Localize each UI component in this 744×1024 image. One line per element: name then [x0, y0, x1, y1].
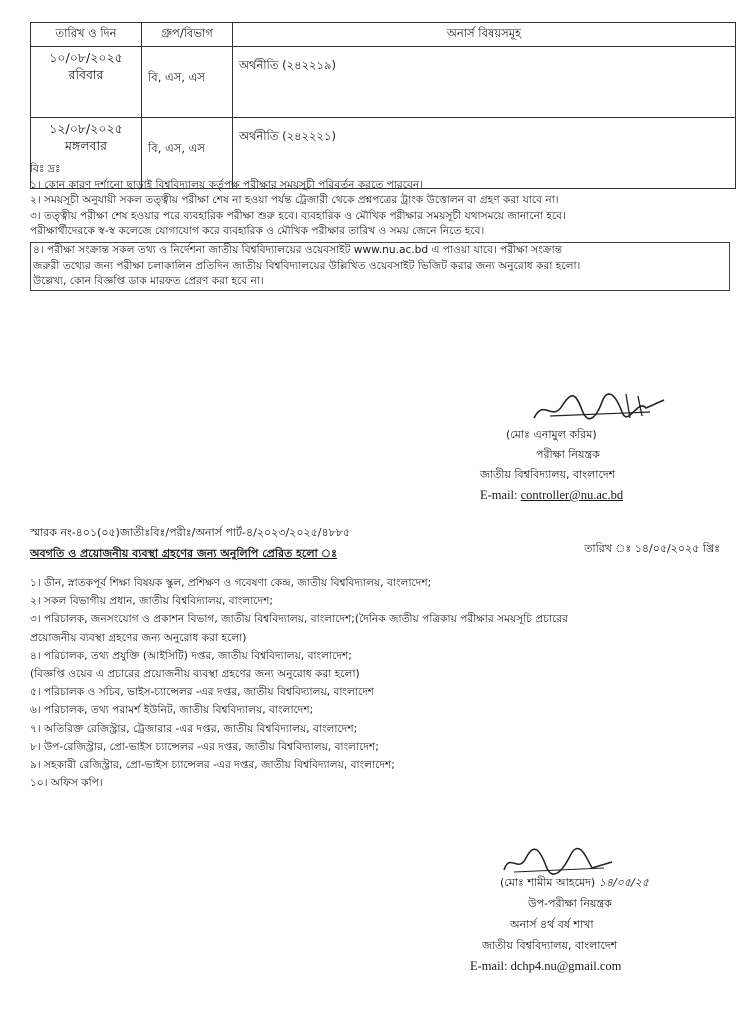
copy-forwarded-heading: অবগতি ও প্রয়োজনীয় ব্যবস্থা গ্রহণের জন্য অনুলিপি প্রেরিত হলো ঃ — [30, 547, 337, 560]
exam-day: মঙ্গলবার — [64, 138, 107, 153]
note-line: ৩। তত্ত্বীয় পরীক্ষা শেষ হওয়ার পরে ব্যবহারিক পরীক্ষা শুরু হবে। ব্যবহারিক ও মৌখিক পরীক্ষার সময়সূচী যথাসময়ে জানানো হবে। — [30, 209, 566, 222]
list-item: (বিজ্ঞপ্তি ওয়েব এ প্রচারের প্রয়োজনীয় ব্যবস্থা গ্রহণের জন্য অনুরোধ করা হলো) — [30, 668, 360, 681]
signature-block-controller — [480, 385, 720, 505]
signatory-organization: জাতীয় বিশ্ববিদ্যালয়, বাংলাদেশ — [482, 939, 618, 952]
notes-section — [30, 162, 730, 291]
list-item: ৭। অতিরিক্ত রেজিস্ট্রার, ট্রেজারার -এর দপ্তর, জাতীয় বিশ্ববিদ্যালয়, বাংলাদেশ; — [30, 722, 358, 735]
note-line: ১। কোন কারণ দর্শানো ছাড়াই বিশ্ববিদ্যালয় কর্তৃপক্ষ পরীক্ষার সময়সূচী পরিবর্তন করতে পারবেন। — [30, 178, 424, 191]
list-item: ১০। অফিস কপি। — [30, 777, 103, 790]
signatory-name: (মোঃ শামীম আহমেদ) — [500, 876, 596, 889]
list-item: ৪। পরিচালক, তথ্য প্রযুক্তি (আইসিটি) দপ্তর, জাতীয় বিশ্ববিদ্যালয়, বাংলাদেশ; — [30, 649, 352, 662]
group-cell: বি, এস, এস — [142, 47, 233, 118]
exam-date: ১০/০৮/২০২৫ — [49, 50, 123, 65]
boxed-note-line: জরুরী তথ্যের জন্য পরীক্ষা চলাকালিন প্রতিদিন জাতীয় বিশ্ববিদ্যালয়ের উল্লিখিত ওয়েবসাইট ভিজিট করার জন্য অনুরোধ করা হলো। — [33, 259, 581, 272]
signatory-title: উপ-পরীক্ষা নিয়ন্ত্রক — [528, 897, 612, 910]
list-item: ৫। পরিচালক ও সচিব, ভাইস-চ্যান্সেলর -এর দপ্তর, জাতীয় বিশ্ববিদ্যালয়, বাংলাদেশ — [30, 686, 375, 699]
note-line: পরীক্ষার্থীদেরকে স্ব-স্ব কলেজে যোগাযোগ করে ব্যবহারিক ও মৌখিক পরীক্ষার তারিখ ও সময় জেনে নিতে হবে। — [30, 225, 485, 238]
signatory-name-line — [470, 872, 730, 893]
table-row — [31, 47, 736, 118]
boxed-note-line: ৪। পরীক্ষা সংক্রান্ত সকল তথ্য ও নির্দেশনা জাতীয় বিশ্ববিদ্যালয়ের ওয়েবসাইট www.nu.ac.bd এ পাওয়া যাবে। পরীক্ষা সংক্রান্ত — [33, 243, 562, 256]
memo-date: তারিখ ঃ ১৪/০৫/২০২৫ খ্রিঃ — [584, 542, 720, 555]
signatory-name: (মোঃ এনামুল করিম) — [506, 428, 597, 441]
signatory-branch: অনার্স ৪র্থ বর্ষ শাখা — [510, 918, 594, 931]
list-item: প্রয়োজনীয় ব্যবস্থা গ্রহণের জন্য অনুরোধ করা হলো) — [30, 631, 247, 644]
signatory-title: পরীক্ষা নিয়ন্ত্রক — [536, 448, 600, 461]
header-date-day: তারিখ ও দিন — [31, 23, 142, 47]
email-link[interactable]: controller@nu.ac.bd — [520, 488, 624, 502]
list-item: ৩। পরিচালক, জনসংযোগ ও প্রকাশন বিভাগ, জাতীয় বিশ্ববিদ্যালয়, বাংলাদেশ;(দৈনিক জাতীয় পত্রিকায় পরীক্ষার সময়সূচি প্রচারের — [30, 613, 568, 626]
header-group: গ্রুপ/বিভাগ — [142, 23, 233, 47]
list-item: ২। সকল বিভাগীয় প্রধান, জাতীয় বিশ্ববিদ্যালয়, বাংলাদেশ; — [30, 595, 273, 608]
boxed-note-line: উল্লেখ্য, কোন বিজ্ঞপ্তি ডাক মারফত প্রেরণ করা হবে না। — [33, 275, 264, 288]
signatory-email — [480, 485, 720, 505]
group-cell: বি, এস, এস — [142, 118, 233, 189]
distribution-list — [30, 574, 730, 792]
exam-day: রবিবার — [68, 67, 104, 82]
list-item: ৯। সহকারী রেজিস্ট্রার, প্রো-ভাইস চ্যান্সেলর -এর দপ্তর, জাতীয় বিশ্ববিদ্যালয়, বাংলাদেশ; — [30, 759, 395, 772]
subject-cell: অর্থনীতি (২৪২২১৯) — [233, 47, 736, 118]
email-label: E-mail: — [480, 488, 521, 502]
table-header-row — [31, 23, 736, 47]
list-item: ১। ডীন, স্নাতকপূর্ব শিক্ষা বিষয়ক স্কুল, প্রশিক্ষণ ও গবেষণা কেন্দ্র, জাতীয় বিশ্ববিদ্যালয়, বাংলাদেশ; — [30, 577, 432, 589]
list-item: ৬। পরিচালক, তথ্য পরামর্শ ইউনিট, জাতীয় বিশ্ববিদ্যালয়, বাংলাদেশ; — [30, 704, 314, 717]
list-item: ৮। উপ-রেজিস্ট্রার, প্রো-ভাইস চ্যান্সেলর -এর দপ্তর, জাতীয় বিশ্ববিদ্যালয়, বাংলাদেশ; — [30, 740, 379, 753]
signature-block-deputy — [470, 850, 730, 977]
notes-heading: বিঃ দ্রঃ — [30, 163, 61, 175]
subject-cell: অর্থনীতি (২৪২২২১) — [233, 118, 736, 189]
header-subjects: অনার্স বিষয়সমূহ — [233, 23, 736, 47]
signatory-email: E-mail: dchp4.nu@gmail.com — [470, 959, 622, 973]
handwritten-date: ১৪/০৫/২৫ — [598, 876, 649, 889]
boxed-note — [30, 242, 730, 291]
note-line: ২। সময়সূচী অনুযায়ী সকল তত্ত্বীয় পরীক্ষা শেষ না হওয়া পর্যন্ত ট্রেজারী থেকে প্রশ্নপত্রের ট্রাংক উত্তোলন বা গ্রহণ করা যাবে না। — [30, 194, 559, 207]
date-cell — [31, 47, 142, 118]
exam-date: ১২/০৮/২০২৫ — [49, 121, 123, 136]
memo-reference-number: স্মারক নং-৪০১(০৫)জাতীঃবিঃ/পরীঃ/অনার্স পার্ট-৪/২০২৩/২০২৫/৪৮৮৫ — [30, 526, 351, 539]
memo-reference-block — [30, 524, 730, 564]
signatory-organization: জাতীয় বিশ্ববিদ্যালয়, বাংলাদেশ — [480, 468, 616, 481]
